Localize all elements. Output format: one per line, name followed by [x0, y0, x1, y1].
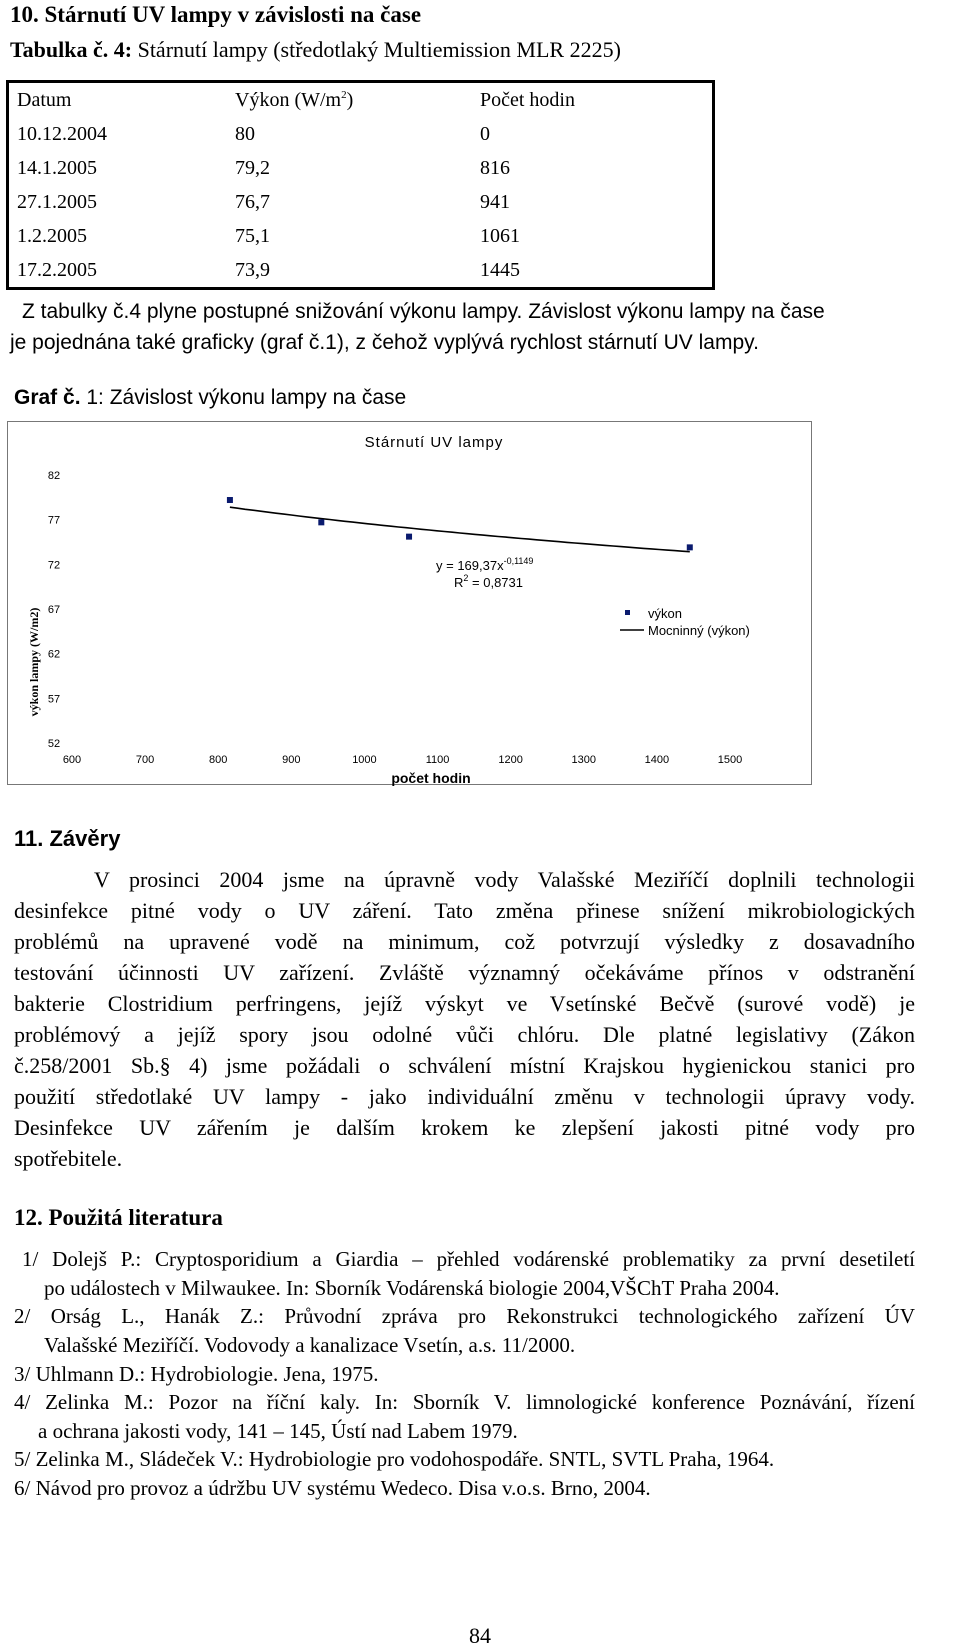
trend-r-squared: $R^2 = 0,8731$ — [454, 573, 523, 590]
x-axis-label: počet hodin — [391, 770, 471, 786]
section-10-title: 10. Stárnutí UV lampy v závislosti na čase — [10, 2, 422, 27]
reference-2-line2: Valašské Meziříčí. Vodovody a kanalizace Vsetín, a.s. 11/2000. — [44, 1333, 576, 1357]
data-point — [406, 534, 412, 540]
y-tick-label: 82 — [47, 470, 61, 482]
header-datum: Datum — [17, 88, 72, 111]
table-row: 17.2.2005 73,9 1445 — [17, 258, 520, 281]
paragraph-line: č.258/2001 Sb.§ 4) jsme požádali o schválení místní Krajskou hygienickou stanici pro — [14, 1053, 915, 1078]
reference-1-line1: 1/ Dolejš P.: Cryptosporidium a Giardia – přehled vodárenské problematiky za první desetiletí — [22, 1247, 915, 1271]
data-point — [687, 544, 693, 550]
reference-1-line2: po událostech v Milwaukee. In: Sborník Vodárenská biologie 2004,VŠChT Praha 2004. — [44, 1276, 780, 1300]
paragraph-line: problémů na upravené vodě na minimum, což potvrzují výsledky z dosavadního — [14, 929, 915, 954]
conclusions-paragraph — [14, 864, 915, 1174]
trendline-power — [230, 507, 690, 552]
x-tick-label: 700 — [135, 754, 155, 766]
legend-marker-vykon — [625, 610, 630, 615]
y-tick-label: 62 — [47, 648, 61, 661]
paragraph-line: V prosinci 2004 jsme na úpravně vody Valašské Meziříčí doplnili technologii — [94, 867, 915, 892]
paragraph-line: testování účinnosti UV zařízení. Zvláště významný očekáváme přínos v odstranění — [14, 960, 915, 985]
section-11-title: 11. Závěry — [14, 826, 121, 851]
page-number: 84 — [469, 1623, 491, 1648]
table-commentary-line1: Z tabulky č.4 plyne postupné snižování výkonu lampy. Závislost výkonu lampy na čase — [22, 300, 825, 323]
table-header-row — [8, 82, 714, 118]
power-vs-hours-chart — [8, 422, 813, 786]
x-tick-label: 1200 — [498, 754, 523, 766]
reference-2-line1: 2/ Orság L., Hanák Z.: Průvodní zpráva pro Rekonstrukci technologického zařízení ÚV — [14, 1304, 915, 1328]
paragraph-line: problémový a jejíž spory jsou odolné vůči chlóru. Dle platné legislativy (Zákon — [14, 1022, 915, 1047]
reference-3: 3/ Uhlmann D.: Hydrobiologie. Jena, 1975. — [14, 1362, 379, 1386]
chart-title: Stárnutí UV lampy — [364, 434, 504, 451]
x-tick-label: 900 — [282, 754, 301, 766]
table-row: 27.1.2005 76,7 941 — [17, 190, 510, 213]
trend-equation: $y = 169,37x^{-0,1149}$ — [436, 556, 534, 573]
graph-caption — [14, 386, 406, 410]
chart-legend — [620, 606, 750, 638]
y-axis-label: výkon lampy (W/m2) — [27, 607, 41, 717]
paragraph-line: použití středotlaké UV lampy - jako individuální změnu v technologii úpravy vody. — [14, 1084, 915, 1109]
y-tick-label: 52 — [47, 738, 61, 750]
table-row: 1.2.2005 75,1 1061 — [17, 224, 520, 247]
graph-caption-prefix: Graf č. — [14, 386, 81, 409]
x-tick-label: 1400 — [644, 754, 670, 766]
x-tick-label: 1100 — [425, 754, 450, 766]
x-tick-label: 600 — [62, 754, 82, 766]
chart-container — [7, 421, 812, 785]
data-point — [318, 519, 324, 525]
header-pocet-hodin: Počet hodin — [480, 88, 575, 111]
x-axis-ticks — [63, 754, 742, 766]
table-caption — [10, 37, 621, 63]
reference-6: 6/ Návod pro provoz a údržbu UV systému Wedeco. Disa v.o.s. Brno, 2004. — [14, 1476, 651, 1500]
reference-5: 5/ Zelinka M., Sládeček V.: Hydrobiologie pro vodohospodáře. SNTL, SVTL Praha, 1964. — [14, 1447, 775, 1471]
x-tick-label: 1500 — [717, 754, 743, 766]
reference-4-line2: a ochrana jakosti vody, 141 – 145, Ústí nad Labem 1979. — [38, 1419, 518, 1443]
lamp-aging-table — [6, 80, 715, 290]
y-tick-label: 77 — [47, 514, 61, 527]
table-caption-text: Stárnutí lampy (středotlaký Multiemission MLR 2225) — [132, 37, 621, 62]
x-tick-label: 1300 — [571, 754, 597, 766]
y-tick-label: 72 — [47, 559, 61, 572]
y-tick-label: 57 — [47, 693, 61, 706]
reference-4-line1: 4/ Zelinka M.: Pozor na říční kaly. In: Sborník V. limnologické konference Poznávání, řízení — [14, 1390, 915, 1414]
y-tick-label: 67 — [47, 604, 61, 616]
section-12-title: 12. Použitá literatura — [14, 1205, 223, 1230]
y-axis-ticks — [48, 470, 60, 750]
table-caption-prefix: Tabulka č. 4: — [10, 37, 133, 62]
table-row: 10.12.2004 80 0 — [17, 122, 490, 145]
data-point — [227, 497, 233, 503]
graph-caption-text: 1: Závislost výkonu lampy na čase — [80, 386, 407, 409]
paragraph-line: spotřebitele. — [14, 1146, 123, 1171]
paragraph-line: bakterie Clostridium perfringens, jejíž výskyt ve Vsetínské Bečvě (surové vodě) je — [14, 991, 915, 1016]
legend-label-vykon: výkon — [648, 606, 682, 621]
header-vykon: Výkon $(W/m^2)$ — [235, 88, 354, 111]
legend-label-trend: Mocninný (výkon) — [648, 623, 750, 638]
paragraph-line: Desinfekce UV zářením je dalším krokem ke zlepšení jakosti pitné vody pro — [14, 1115, 915, 1140]
paragraph-line: desinfekce pitné vody o UV záření. Tato změna přinese snížení mikrobiologických — [14, 898, 915, 923]
x-tick-label: 1000 — [352, 754, 377, 766]
table-row: 14.1.2005 79,2 816 — [17, 156, 510, 179]
table-commentary-line2: je pojednána také graficky (graf č.1), z čehož vyplývá rychlost stárnutí UV lampy. — [10, 331, 759, 354]
x-tick-label: 800 — [209, 754, 228, 766]
data-points — [227, 497, 693, 550]
